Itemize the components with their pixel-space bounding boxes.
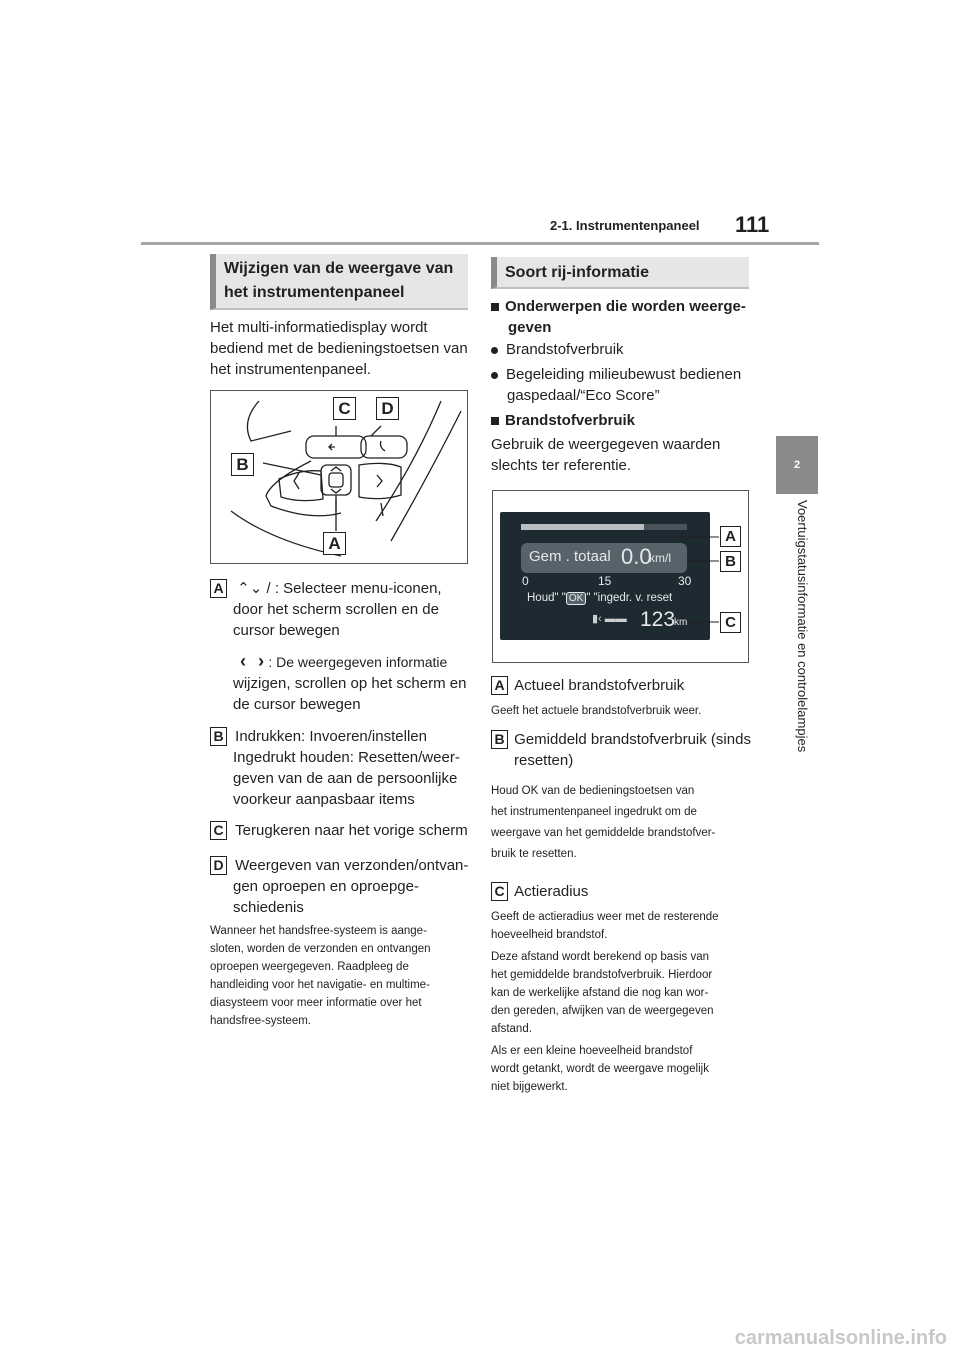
right-item-b-desc: weergave van het gemiddelde brandstofver- [491,827,716,839]
scale-15: 15 [598,574,612,588]
item-b-line-4: voorkeur aanpasbaar items [233,791,415,808]
item-b-line-1: Indrukken: Invoeren/instellen [235,728,427,745]
right-item-c-desc: wordt getankt, wordt de weergave mogelijk [491,1063,709,1075]
item-a-lr [210,651,472,715]
item-letter-d: D [210,856,227,875]
bullet-2-line-2: gaspedaal/“Eco Score” [507,387,660,404]
range-unit: km [674,617,688,628]
bullet-2-line-1: Begeleiding milieubewust bedienen [506,366,742,383]
right-item-c [491,881,753,1096]
fuel-display-figure [492,490,749,663]
item-letter-c: C [210,821,227,840]
item-b-line-3: geven van de aan de persoonlijke [233,770,458,787]
right-item-a-title: Actueel brandstofverbruik [514,677,685,694]
sub1-line-1: Onderwerpen die worden weerge- [505,298,746,315]
item-letter-a: A [210,579,227,598]
chapter-tab: 2 [776,436,818,494]
diagram-label-d: D [376,397,399,420]
sub1-line-2: geven [508,319,552,336]
diagram-label-c: C [333,397,356,420]
right-item-c-desc: afstand. [491,1023,532,1035]
item-d [210,855,472,918]
ok-icon: OK [566,592,586,605]
steering-switch-diagram [210,390,468,564]
range-value: 123 [640,608,676,631]
item-d-line-1: Weergeven van verzonden/ontvan- [235,857,469,874]
scale-30: 30 [678,574,692,588]
right-item-b-desc: het instrumentenpaneel ingedrukt om de [491,806,697,818]
bullet-list [491,339,753,406]
reference-line-2: slechts ter referentie. [491,457,632,474]
reference-line-1: Gebruik de weergegeven waarden [491,436,721,453]
note-line: handsfree-systeem. [210,1015,311,1027]
item-letter-b: B [210,727,227,746]
right-letter-c: C [491,882,508,901]
square-bullet-icon [491,303,499,311]
item-a [210,578,472,641]
diagram-label-b: B [231,453,254,476]
item-lr-line-3: de cursor bewegen [233,696,361,713]
item-lr-line-2: wijzigen, scrollen op het scherm en [233,675,467,692]
right-item-c-desc: Als er een kleine hoeveelheid brandstof [491,1045,693,1057]
item-b [210,726,472,810]
sub-heading-fuel [491,410,753,431]
display-label-b: B [720,551,741,572]
handsfree-note [210,922,472,1030]
item-lr-line-1: : De weergegeven informatie [268,654,448,670]
item-a-line-3: cursor bewegen [233,622,340,639]
right-item-a [491,675,753,720]
average-unit: km/l [649,551,671,565]
sub2-text: Brandstofverbruik [505,412,636,429]
right-item-c-desc: kan de werkelijke afstand die nog kan wor- [491,987,709,999]
item-a-line-1: / : Selecteer menu-iconen, [266,580,442,597]
hint-prefix: Houd" " [527,592,566,604]
item-b-line-2: Ingedrukt houden: Resetten/weer- [233,749,460,766]
right-item-c-desc: Geeft de actieradius weer met de resterende [491,911,719,923]
chevron-left-icon: ‹ [240,651,246,671]
right-letter-a: A [491,676,508,695]
item-c-line-1: Terugkeren naar het vorige scherm [235,822,468,839]
right-item-b-desc: bruik te resetten. [491,848,577,860]
chevron-right-icon: › [258,651,265,671]
leader-lines [493,491,750,664]
scale-0: 0 [522,574,529,588]
item-d-line-3: schiedenis [233,899,304,916]
note-line: handleiding voor het navigatie- en multime- [210,979,430,991]
note-line: diasysteem voor meer informatie over het [210,997,422,1009]
right-item-c-title: Actieradius [514,883,589,900]
square-bullet-icon [491,417,499,425]
hint-suffix: " "ingedr. v. reset [586,592,673,604]
bullet-icon [491,372,498,379]
bullet-1: Brandstofverbruik [506,341,624,358]
right-item-c-desc: niet bijgewerkt. [491,1081,568,1093]
item-c [210,820,472,841]
note-line: oproepen weergegeven. Raadpleeg de [210,961,409,973]
bullet-icon [491,347,498,354]
right-item-b-title-2: resetten) [514,752,574,769]
average-value: 0.0 [621,544,652,569]
right-item-a-desc: Geeft het actuele brandstofverbruik weer. [491,705,702,717]
page-number: 111 [735,212,770,237]
header-rule [141,242,819,245]
display-label-a: A [720,526,741,547]
right-item-c-desc: het gemiddelde brandstofverbruik. Hierdoor [491,969,713,981]
note-line: Wanneer het handsfree-systeem is aange- [210,925,427,937]
intro-text: Het multi-informatiedisplay wordt bediend met de bedieningstoetsen van het instrumentenpaneel. [210,319,468,378]
right-letter-b: B [491,730,508,749]
sub-heading-topics [491,296,753,338]
right-item-b-title-1: Gemiddeld brandstofverbruik (sinds [514,731,751,748]
item-d-line-2: gen oproepen en oproepge- [233,878,419,895]
chevron-up-icon: ⌃ [237,580,250,597]
item-a-line-2: door het scherm scrollen en de [233,601,439,618]
right-item-b-desc: Houd OK van de bedieningstoetsen van [491,785,695,797]
right-item-c-desc: Deze afstand wordt berekend op basis van [491,951,709,963]
section-heading-right: Soort rij-informatie [491,257,749,289]
diagram-label-a: A [323,532,346,555]
reference-text [491,434,753,476]
chevron-down-icon: ⌄ [249,580,263,597]
note-line: sloten, worden de verzonden en ontvangen [210,943,431,955]
right-item-c-desc: den gereden, afwijken van de weergegeven [491,1005,714,1017]
right-item-b [491,729,753,865]
section-heading-left: Wijzigen van de weergave van het instrumentenpaneel [210,254,468,310]
header-section: 2-1. Instrumentenpaneel [550,218,700,233]
right-item-c-desc: hoeveelheid brandstof. [491,929,608,941]
average-label: Gem . totaal [529,548,611,565]
watermark: carmanualsonline.info [734,1327,947,1349]
fuel-car-icon: ▮‹ ▬▬ [592,613,627,625]
display-label-c: C [720,612,741,633]
chapter-tab-text: Voertuigstatusinformatie en controlelampjes [795,500,810,753]
